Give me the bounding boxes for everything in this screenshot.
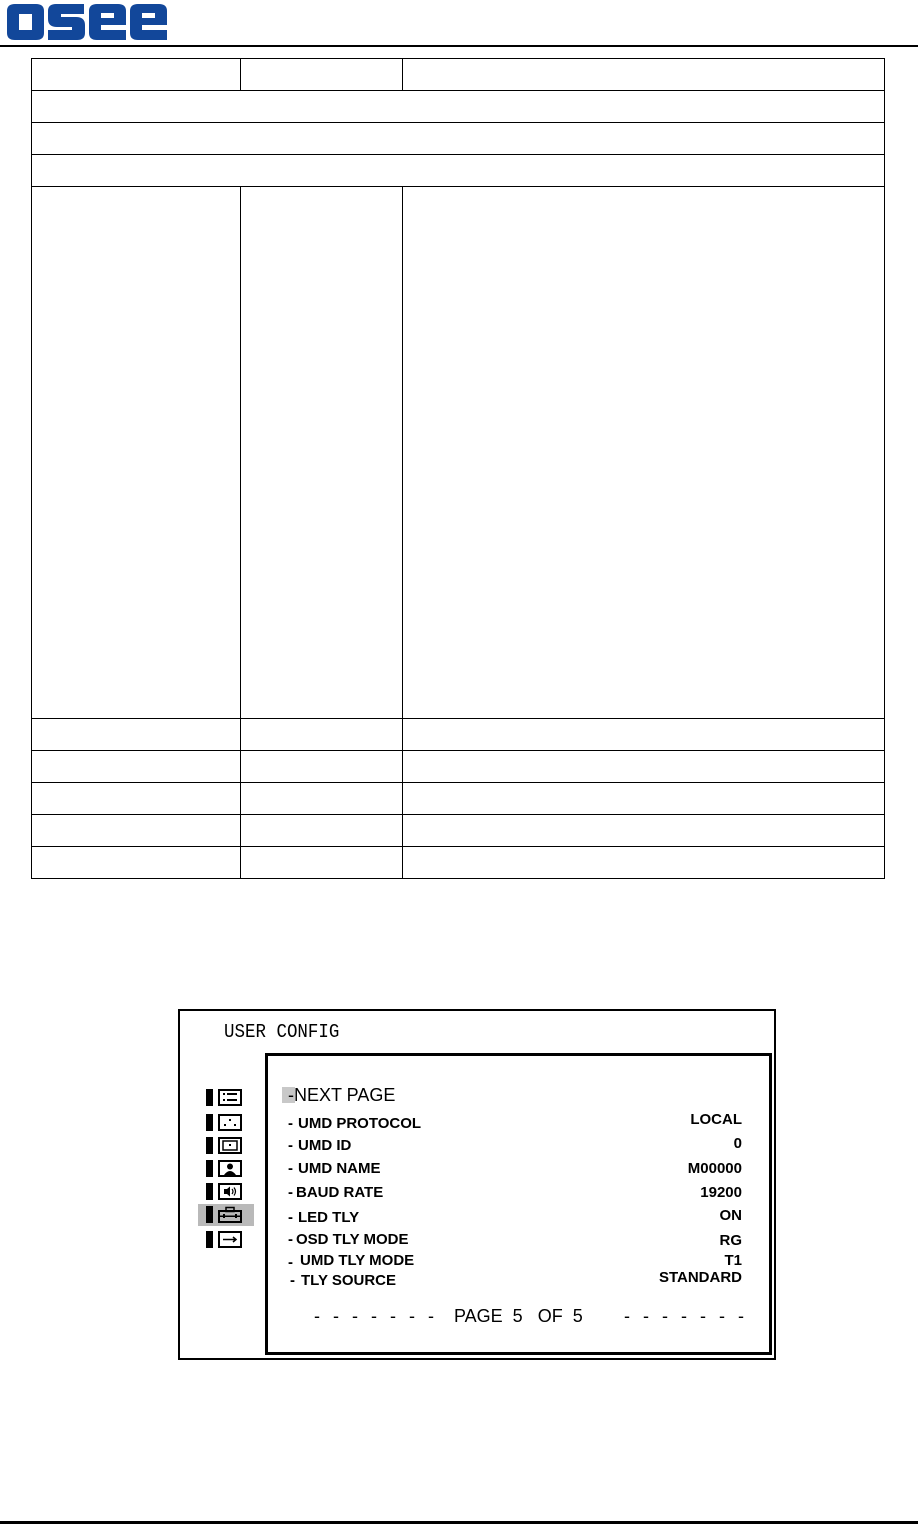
table-cell	[32, 59, 241, 91]
menu-item-label: UMD PROTOCOL	[298, 1115, 422, 1132]
arrow-icon	[218, 1231, 242, 1248]
spec-table	[31, 58, 885, 879]
menu-item-value: 19200	[700, 1184, 742, 1201]
menu-category-user-config[interactable]	[198, 1204, 254, 1226]
list-icon	[218, 1089, 242, 1106]
table-cell	[32, 783, 241, 815]
table-row	[32, 187, 885, 719]
table-cell	[403, 751, 885, 783]
table-cell	[403, 719, 885, 751]
table-cell	[32, 815, 241, 847]
menu-category-frame[interactable]	[198, 1135, 254, 1157]
page-number: PAGE 5 OF 5	[454, 1306, 583, 1326]
table-cell	[241, 783, 403, 815]
table-row	[32, 719, 885, 751]
speaker-icon	[218, 1183, 242, 1200]
table-cell	[403, 815, 885, 847]
menu-item-label: TLY SOURCE	[301, 1272, 397, 1289]
next-page-label: -NEXT PAGE	[288, 1085, 396, 1105]
menu-item-label: UMD NAME	[298, 1160, 381, 1177]
osd-menu	[178, 1009, 776, 1360]
table-row	[32, 91, 885, 123]
table-cell	[403, 847, 885, 879]
menu-item-value: T1	[724, 1252, 742, 1269]
table-cell	[241, 187, 403, 719]
header-rule	[0, 45, 918, 47]
table-row	[32, 155, 885, 187]
table-row	[32, 847, 885, 879]
table-cell	[32, 91, 885, 123]
page-indicator	[314, 1306, 748, 1330]
table-row	[32, 815, 885, 847]
table-row	[32, 123, 885, 155]
osee-logo	[4, 2, 170, 42]
table-cell	[241, 751, 403, 783]
table-cell	[241, 815, 403, 847]
table-cell	[403, 187, 885, 719]
table-cell	[32, 847, 241, 879]
dash-separator: - - - - - - -	[624, 1306, 748, 1326]
menu-category-exit[interactable]	[198, 1229, 254, 1251]
dash-separator: - - - - - - -	[314, 1306, 438, 1326]
menu-item-value: 0	[733, 1135, 742, 1152]
table-cell	[403, 783, 885, 815]
menu-category-person[interactable]	[198, 1158, 254, 1180]
menu-item-value: LOCAL	[690, 1111, 742, 1128]
menu-item-label: OSD TLY MODE	[296, 1231, 409, 1248]
person-icon	[218, 1160, 242, 1177]
table-cell	[403, 59, 885, 91]
menu-category-pattern[interactable]	[198, 1112, 254, 1134]
table-cell	[32, 123, 885, 155]
menu-item-value: M00000	[687, 1160, 742, 1177]
pattern-icon	[218, 1114, 242, 1131]
menu-category-audio[interactable]	[198, 1181, 254, 1203]
table-cell	[32, 155, 885, 187]
menu-category-list[interactable]	[198, 1087, 254, 1109]
table-cell	[32, 187, 241, 719]
table-cell	[32, 751, 241, 783]
menu-item-label: UMD ID	[298, 1137, 352, 1154]
menu-item-value: STANDARD	[658, 1269, 742, 1286]
osd-settings-panel: -NEXT PAGE - UMD PROTOCOL LOCAL - UMD ID 0 - UMD NAME M00000 - BAUD RATE 19200 - LED TLY ON - OSD TLY MODE RG - UMD TLY MODE T1 - TLY SOURCE STANDARD - - - - - - - PAGE 5 OF 5 - - - - - - -	[265, 1053, 772, 1355]
table-row	[32, 751, 885, 783]
table-cell	[241, 847, 403, 879]
table-row	[32, 783, 885, 815]
table-cell	[241, 719, 403, 751]
table-cell	[241, 59, 403, 91]
toolbox-icon	[218, 1206, 242, 1223]
osd-title: USER CONFIG	[224, 1021, 340, 1043]
menu-item-label: BAUD RATE	[296, 1184, 384, 1201]
menu-item-value: RG	[719, 1232, 742, 1249]
frame-icon	[218, 1137, 242, 1154]
table-row	[32, 59, 885, 91]
menu-item-label: LED TLY	[298, 1209, 360, 1226]
menu-item-label: UMD TLY MODE	[300, 1252, 415, 1269]
menu-item-value: ON	[719, 1207, 742, 1224]
footer-rule	[0, 1521, 918, 1524]
table-cell	[32, 719, 241, 751]
